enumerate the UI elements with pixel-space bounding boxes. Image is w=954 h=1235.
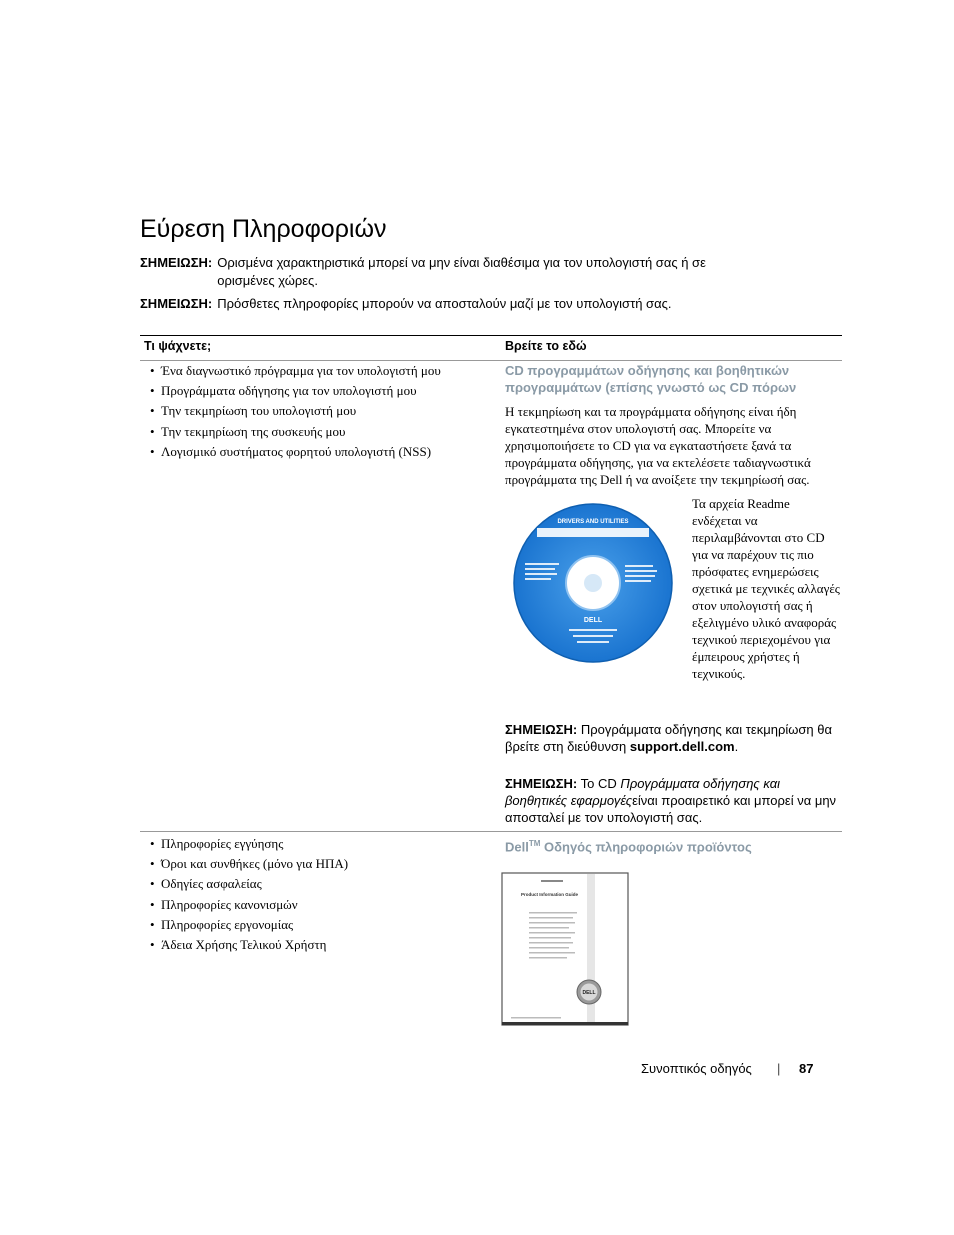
drivers-cd-title: CD προγραμμάτων οδήγησης και βοηθητικών προγραμμάτων (επίσης γνωστό ως CD πόρων: [505, 363, 797, 395]
drivers-cd-description: Η τεκμηρίωση και τα προγράμματα οδήγησης είναι ήδη εγκατεστημένα στον υπολογιστή σας. Μπορείτε να χρησιμοποιήσετε το CD για να εγκαταστήσετε ξανά τα προγράμματα οδήγησης, για να εκτελέσετε ταδιαγνωστικά προγράμματα της Dell ή να ανοίξετε την τεκμηρίωσή σας.: [505, 404, 811, 487]
product-guide-title-text: Οδηγός πληροφοριών προϊόντος: [540, 839, 752, 855]
page-number: 87: [799, 1061, 814, 1076]
trademark-sup: TM: [528, 839, 541, 848]
cd-label-top: DRIVERS AND UTILITIES: [557, 519, 629, 525]
page-title: Εύρεση Πληροφοριών: [140, 215, 387, 243]
note-text-italic: Προγράμματα οδήγησης και βοηθητικές εφαρμογές: [505, 776, 781, 808]
note-label: ΣΗΜΕΙΩΣΗ:: [505, 776, 578, 791]
note-support-site: [505, 721, 840, 755]
note-end: .: [734, 739, 739, 754]
footer-separator: |: [777, 1061, 781, 1076]
note-text-post: είναι προαιρετικό και μπορεί να μην αποσταλεί με τον υπολογιστή σας.: [505, 793, 837, 825]
note-label: ΣΗΜΕΙΩΣΗ:: [140, 255, 213, 270]
list-item: • Πληροφορίες εγγύησης: [150, 834, 348, 854]
list-item: • Λογισμικό συστήματος φορητού υπολογιστή (NSS): [150, 442, 441, 462]
column-header-find-it: Βρείτε το εδώ: [505, 339, 587, 353]
table-top-rule: [140, 335, 842, 336]
note-text: Ορισμένα χαρακτηριστικά μπορεί να μην είναι διαθέσιμα για τον υπολογιστή σας ή σε ορισμένες χώρες.: [217, 255, 706, 288]
footer-section-name: Συνοπτικός οδηγός: [641, 1061, 752, 1076]
list-item: • Την τεκμηρίωση της συσκευής μου: [150, 422, 441, 442]
product-guide-title: [505, 835, 835, 855]
row-divider: [140, 831, 842, 832]
list-item: • Πληροφορίες εργονομίας: [150, 915, 348, 935]
list-item: • Ένα διαγνωστικό πρόγραμμα για τον υπολογιστή μου: [150, 361, 441, 381]
note-label: ΣΗΜΕΙΩΣΗ:: [505, 722, 578, 737]
list-item: • Άδεια Χρήσης Τελικού Χρήστη: [150, 935, 348, 955]
note-cd-optional: [505, 775, 840, 826]
note-text: Προγράμματα οδήγησης και τεκμηρίωση θα βρείτε στη διεύθυνση: [505, 722, 832, 754]
note-text: Πρόσθετες πληροφορίες μπορούν να αποσταλούν μαζί με τον υπολογιστή σας.: [217, 296, 672, 311]
row2-items-list: [150, 834, 348, 955]
list-item: • Πληροφορίες κανονισμών: [150, 895, 348, 915]
note-label: ΣΗΜΕΙΩΣΗ:: [140, 296, 213, 311]
product-guide-image: [501, 872, 629, 1027]
list-item: • Οδηγίες ασφαλείας: [150, 874, 348, 894]
note-text-pre: Το CD: [580, 776, 617, 791]
guide-cover-title: Product Information Guide: [521, 892, 578, 897]
guide-dell-logo: DELL: [582, 990, 596, 996]
drivers-cd-image: [511, 501, 675, 665]
cd-dell-logo: DELL: [583, 617, 603, 624]
readme-description: Τα αρχεία Readme ενδέχεται να περιλαμβάνονται στο CD για να παρέχουν τις πιο πρόσφατες ενημερώσεις σχετικά με τεχνικές αλλαγές στον υπολογιστή σας ή εξελιγμένο υλικό αναφοράς τεχνικού περιεχομένου για έμπειρους χρήστες ή τεχνικούς.: [692, 496, 840, 681]
list-item: • Την τεκμηρίωση του υπολογιστή μου: [150, 401, 441, 421]
row1-items-list: [150, 361, 441, 462]
list-item: • Όροι και συνθήκες (μόνο για ΗΠΑ): [150, 854, 348, 874]
support-link[interactable]: support.dell.com: [629, 739, 735, 754]
column-header-looking-for: Τι ψάχνετε;: [144, 339, 212, 353]
note-availability: [140, 254, 840, 290]
note-additional-info: [140, 295, 840, 313]
product-guide-title-brand: Dell: [505, 839, 529, 855]
list-item: • Προγράμματα οδήγησης για τον υπολογιστή μου: [150, 381, 441, 401]
